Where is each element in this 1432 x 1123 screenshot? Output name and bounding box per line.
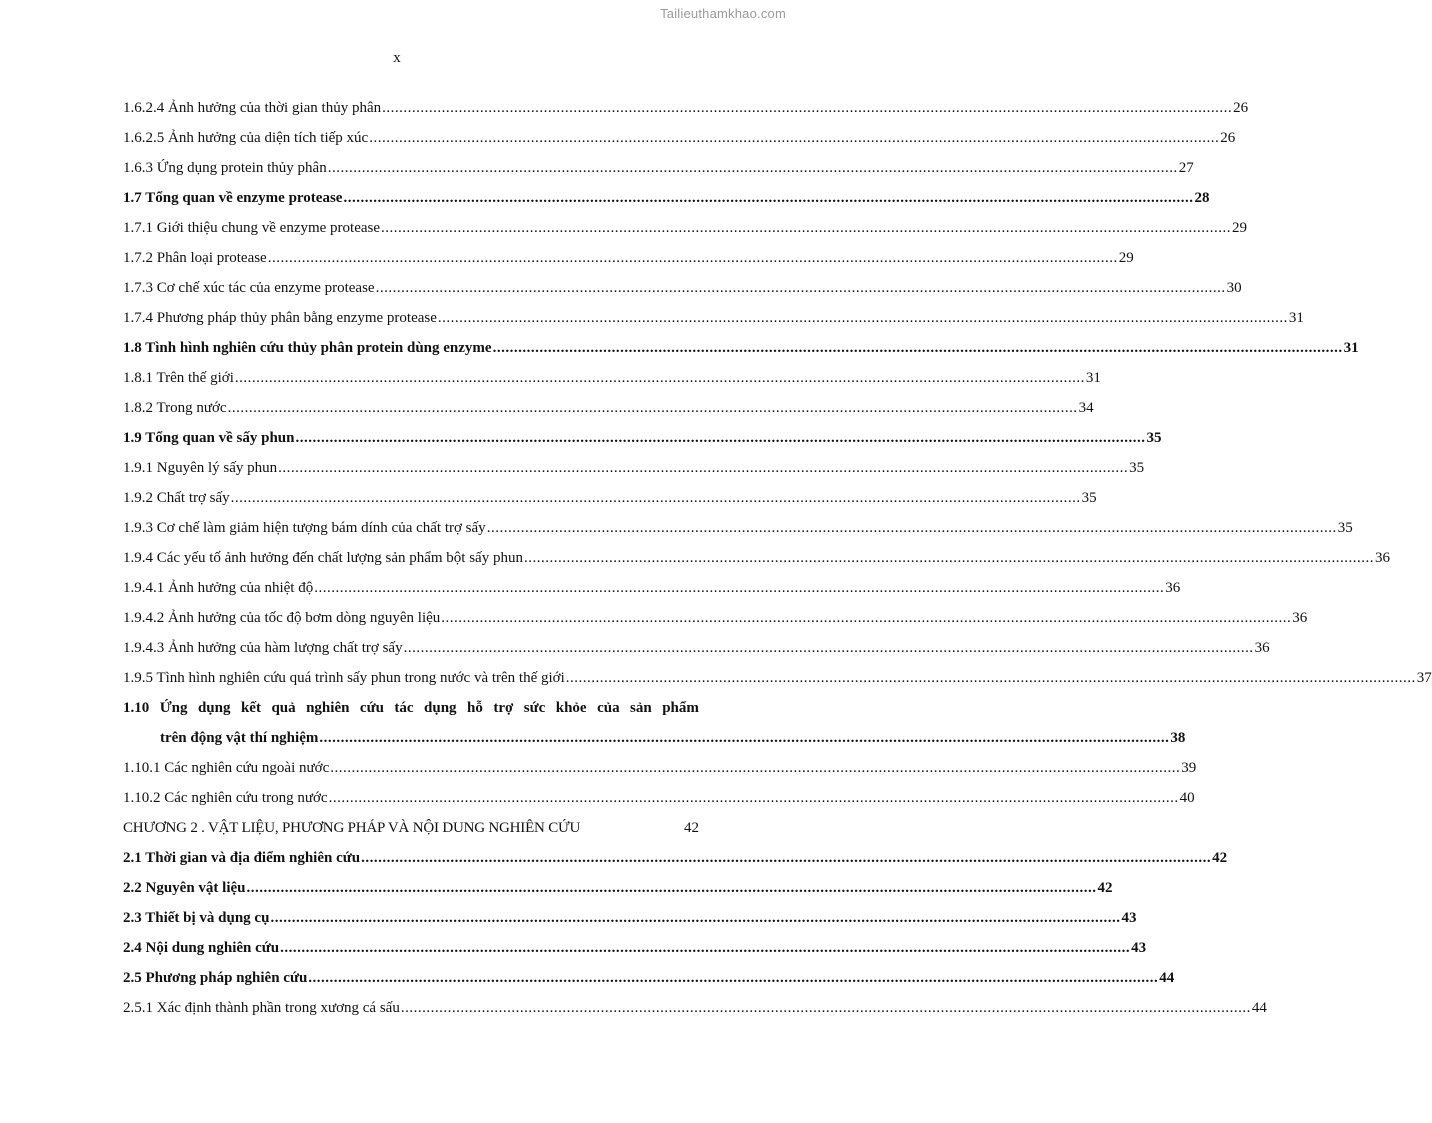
dot-leader: ........................................................................................................................................................................................................ xyxy=(343,190,1194,206)
toc-entry[interactable] xyxy=(123,543,1390,573)
toc-entry-title: 2.5.1 Xác định thành phần trong xương cá sấu xyxy=(123,1000,400,1016)
toc-entry-page: 27 xyxy=(1178,160,1194,176)
page-number: x xyxy=(393,50,401,66)
toc-entry-page: 44 xyxy=(1251,1000,1267,1016)
dot-leader: ........................................................................................................................................................................................................ xyxy=(230,490,1081,506)
dot-leader: ........................................................................................................................................................................................................ xyxy=(280,940,1131,956)
toc-entry-title: CHƯƠNG 2 . VẬT LIỆU, PHƯƠNG PHÁP VÀ NỘI DUNG NGHIÊN CỨU xyxy=(123,820,581,836)
toc-entry[interactable] xyxy=(123,363,1101,393)
toc-entry-page: 29 xyxy=(1118,250,1134,266)
dot-leader: ........................................................................................................................................................................................................ xyxy=(381,220,1232,236)
toc-entry-title: 1.10.2 Các nghiên cứu trong nước xyxy=(123,790,328,806)
toc-entry-page: 38 xyxy=(1170,730,1186,746)
toc-entry-title: 1.8 Tình hình nghiên cứu thủy phân protein dùng enzyme xyxy=(123,340,492,356)
watermark: Tailieuthamkhao.com xyxy=(660,6,786,21)
toc-entry[interactable] xyxy=(123,903,1137,933)
dot-leader: ........................................................................................................................................................................................................ xyxy=(327,160,1178,176)
dot-leader: ........................................................................................................................................................................................................ xyxy=(403,640,1254,656)
toc-entry[interactable] xyxy=(123,873,1113,903)
toc-entry-title: 1.6.2.4 Ảnh hưởng của thời gian thủy phân xyxy=(123,100,382,116)
toc-entry-page: 42 xyxy=(684,820,699,836)
toc-entry-title: 2.5 Phương pháp nghiên cứu xyxy=(123,970,308,986)
toc-entry-title: 2.4 Nội dung nghiên cứu xyxy=(123,940,280,956)
toc-entry[interactable] xyxy=(123,693,699,723)
toc-entry-title: 2.3 Thiết bị và dụng cụ xyxy=(123,910,270,926)
dot-leader: ........................................................................................................................................................................................................ xyxy=(400,1000,1251,1016)
toc-entry-page: 31 xyxy=(1288,310,1304,326)
toc-entry[interactable] xyxy=(123,273,1242,303)
toc-entry-page: 35 xyxy=(1146,430,1162,446)
dot-leader: ........................................................................................................................................................................................................ xyxy=(492,340,1343,356)
toc-entry-title: 1.8.2 Trong nước xyxy=(123,400,227,416)
toc-entry-page: 30 xyxy=(1226,280,1242,296)
toc-entry-title: 1.10 Ứng dụng kết quả nghiên cứu tác dụng hỗ trợ sức khỏe của sản phẩm xyxy=(123,700,699,716)
dot-leader: ........................................................................................................................................................................................................ xyxy=(486,520,1337,536)
toc-entry-title: 1.9.2 Chất trợ sấy xyxy=(123,490,230,506)
toc-entry-title: 1.10.1 Các nghiên cứu ngoài nước xyxy=(123,760,330,776)
toc-entry-title: 2.1 Thời gian và địa điểm nghiên cứu xyxy=(123,850,361,866)
dot-leader: ........................................................................................................................................................................................................ xyxy=(278,460,1129,476)
dot-leader: ........................................................................................................................................................................................................ xyxy=(246,880,1097,896)
toc-entry-title: 1.7.2 Phân loại protease xyxy=(123,250,267,266)
toc-entry[interactable] xyxy=(123,603,1308,633)
toc-entry-title: 1.9.5 Tình hình nghiên cứu quá trình sấy phun trong nước và trên thế giới xyxy=(123,670,565,686)
toc-entry[interactable] xyxy=(123,663,1432,693)
toc-entry[interactable] xyxy=(123,483,1097,513)
toc-entry-page: 39 xyxy=(1181,760,1197,776)
toc-entry[interactable] xyxy=(123,783,1195,813)
toc-entry-page: 26 xyxy=(1233,100,1249,116)
toc-entry-page: 35 xyxy=(1337,520,1353,536)
toc-entry[interactable] xyxy=(123,843,1228,873)
toc-entry[interactable] xyxy=(123,453,1145,483)
toc-entry[interactable] xyxy=(123,213,1248,243)
toc-entry[interactable] xyxy=(123,393,1094,423)
dot-leader: ........................................................................................................................................................................................................ xyxy=(330,760,1181,776)
toc-entry[interactable] xyxy=(123,183,1210,213)
toc-entry-page: 31 xyxy=(1085,370,1101,386)
toc-entry-page: 36 xyxy=(1374,550,1390,566)
toc-entry-page: 42 xyxy=(1097,880,1113,896)
toc-entry-title: 1.6.2.5 Ảnh hưởng của diện tích tiếp xúc xyxy=(123,130,369,146)
dot-leader: ........................................................................................................................................................................................................ xyxy=(565,670,1416,686)
dot-leader: ........................................................................................................................................................................................................ xyxy=(227,400,1078,416)
toc-entry-page: 44 xyxy=(1159,970,1175,986)
toc-entry[interactable] xyxy=(123,963,1175,993)
toc-entry-title: 1.7.4 Phương pháp thủy phân bằng enzyme protease xyxy=(123,310,437,326)
toc-entry-page: 29 xyxy=(1232,220,1248,236)
dot-leader: ........................................................................................................................................................................................................ xyxy=(234,370,1085,386)
toc-entry-page: 37 xyxy=(1416,670,1432,686)
toc-entry-title: 1.7 Tổng quan về enzyme protease xyxy=(123,190,343,206)
toc-entry[interactable] xyxy=(123,423,1162,453)
toc-entry[interactable] xyxy=(123,93,1249,123)
dot-leader: ........................................................................................................................................................................................................ xyxy=(375,280,1226,296)
toc-entry-title: 1.9.4.2 Ảnh hưởng của tốc độ bơm dòng nguyên liệu xyxy=(123,610,441,626)
toc-entry-page: 35 xyxy=(1129,460,1145,476)
toc-entry-title: 1.7.1 Giới thiệu chung về enzyme protease xyxy=(123,220,381,236)
toc-entry[interactable] xyxy=(123,723,1186,753)
toc-entry-title: 1.8.1 Trên thế giới xyxy=(123,370,234,386)
toc-entry[interactable] xyxy=(123,303,1304,333)
toc-entry-title: 2.2 Nguyên vật liệu xyxy=(123,880,246,896)
toc-entry[interactable] xyxy=(123,633,1270,663)
dot-leader: ........................................................................................................................................................................................................ xyxy=(270,910,1121,926)
toc-entry-page: 28 xyxy=(1194,190,1210,206)
toc-entry-title: 1.9 Tổng quan về sấy phun xyxy=(123,430,295,446)
toc-entry-title: 1.9.4.3 Ảnh hưởng của hàm lượng chất trợ sấy xyxy=(123,640,403,656)
toc-entry-page: 36 xyxy=(1254,640,1270,656)
toc-entry[interactable] xyxy=(123,933,1147,963)
toc-entry[interactable] xyxy=(123,243,1134,273)
toc-entry-title: 1.9.1 Nguyên lý sấy phun xyxy=(123,460,278,476)
dot-leader: ........................................................................................................................................................................................................ xyxy=(308,970,1159,986)
dot-leader: ........................................................................................................................................................................................................ xyxy=(314,580,1165,596)
dot-leader: ........................................................................................................................................................................................................ xyxy=(523,550,1374,566)
dot-leader: ........................................................................................................................................................................................................ xyxy=(437,310,1288,326)
toc-entry[interactable] xyxy=(123,123,1236,153)
toc-entry-title: 1.7.3 Cơ chế xúc tác của enzyme protease xyxy=(123,280,375,296)
toc-entry[interactable] xyxy=(123,993,1267,1023)
toc-entry-page: 31 xyxy=(1343,340,1359,356)
toc-entry[interactable] xyxy=(123,753,1197,783)
dot-leader: ........................................................................................................................................................................................................ xyxy=(295,430,1146,446)
toc-entry-title: 1.9.4 Các yếu tố ảnh hưởng đến chất lượng sản phẩm bột sấy phun xyxy=(123,550,523,566)
toc-entry-page: 26 xyxy=(1220,130,1236,146)
toc-entry-title: 1.6.3 Ứng dụng protein thủy phân xyxy=(123,160,327,176)
toc-entry-page: 36 xyxy=(1165,580,1181,596)
dot-leader: ........................................................................................................................................................................................................ xyxy=(361,850,1212,866)
toc-entry[interactable] xyxy=(123,513,1353,543)
toc-entry-title: trên động vật thí nghiệm xyxy=(160,730,319,746)
dot-leader: ........................................................................................................................................................................................................ xyxy=(319,730,1170,746)
toc-entry-page: 42 xyxy=(1212,850,1228,866)
toc-entry-title: 1.9.3 Cơ chế làm giảm hiện tượng bám dính của chất trợ sấy xyxy=(123,520,486,536)
table-of-contents xyxy=(123,93,1432,1023)
toc-entry[interactable] xyxy=(123,813,699,843)
dot-leader: ........................................................................................................................................................................................................ xyxy=(267,250,1118,266)
toc-entry[interactable] xyxy=(123,573,1181,603)
toc-entry-page: 40 xyxy=(1179,790,1195,806)
dot-leader: ........................................................................................................................................................................................................ xyxy=(441,610,1292,626)
dot-leader: ........................................................................................................................................................................................................ xyxy=(369,130,1220,146)
toc-entry-page: 34 xyxy=(1078,400,1094,416)
toc-entry-page: 35 xyxy=(1081,490,1097,506)
toc-entry[interactable] xyxy=(123,153,1194,183)
toc-entry-page: 36 xyxy=(1292,610,1308,626)
toc-entry-page: 43 xyxy=(1131,940,1147,956)
toc-entry[interactable] xyxy=(123,333,1359,363)
dot-leader: ........................................................................................................................................................................................................ xyxy=(382,100,1233,116)
toc-entry-title: 1.9.4.1 Ảnh hưởng của nhiệt độ xyxy=(123,580,314,596)
toc-entry-page: 43 xyxy=(1121,910,1137,926)
dot-leader: ........................................................................................................................................................................................................ xyxy=(328,790,1179,806)
